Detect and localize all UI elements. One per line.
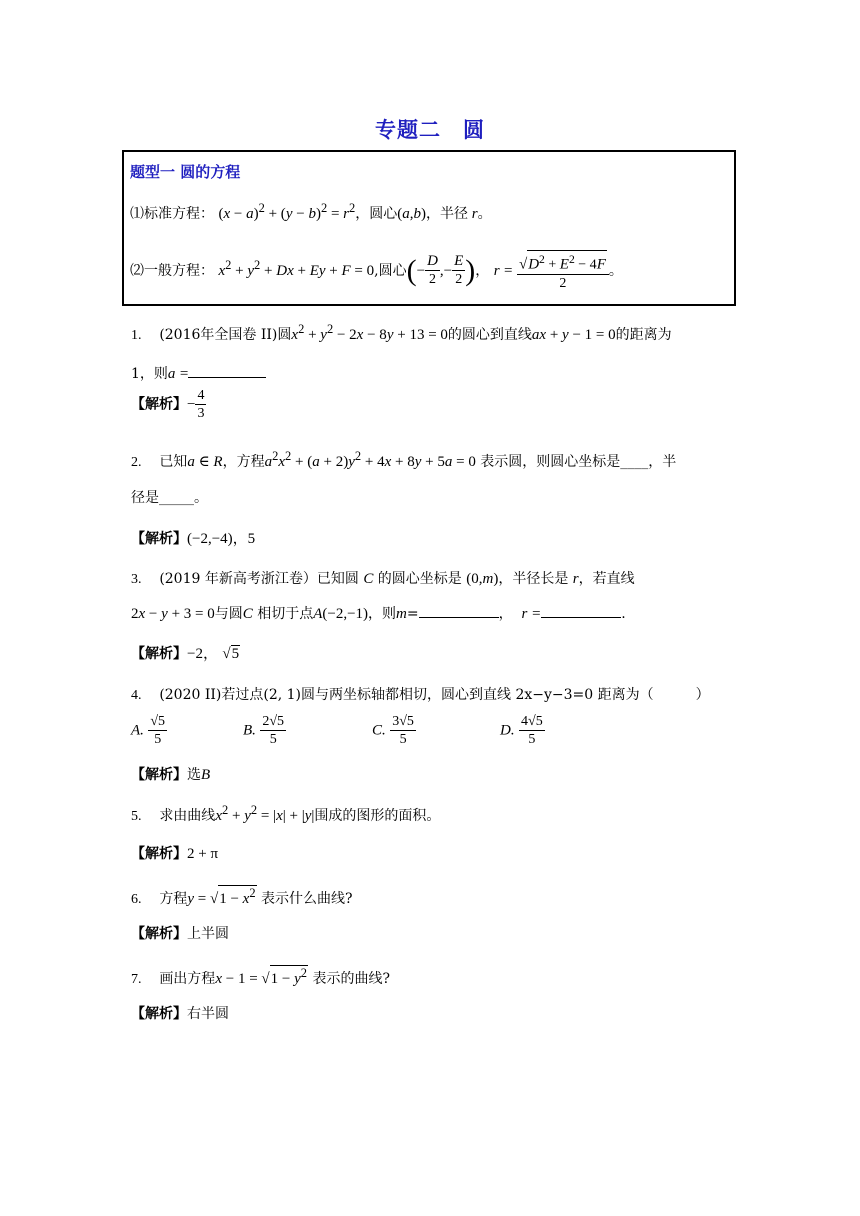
question-6: 6. 方程$y = √1 - x^2$ 表示什么曲线? (131, 886, 353, 907)
question-5: 5. 求由曲线$x^2 + y^2 = |x| + |y|$围成的图形的面积。 (131, 803, 441, 824)
page-title: 专题二 圆 (375, 118, 485, 142)
answer-1: 【解析】− $\frac{4}{3}$ (131, 388, 205, 421)
question-3-line2: 2x − y + 3 = 0与圆C 相切于点A(−2,−1)，则m= ， r = . (131, 606, 626, 622)
answer-5: 【解析】2 + π (131, 846, 219, 862)
answer-3: 【解析】−2， √5 (131, 646, 240, 662)
general-equation: ⑵一般方程： $x^2 + y^2 + Dx + Ey + F = 0$,圆心(− $\frac{D}{2}$ ,− $\frac{E}{2}$ )， r = $\frac{√D^2 + E^2 - 4F}{2}$ 。 (130, 250, 623, 292)
option-a: A. $\frac{√5}{5}$ (131, 714, 166, 747)
option-d: D. $\frac{4√5}{5}$ (500, 714, 543, 747)
answer-4: 【解析】选B (131, 767, 211, 783)
option-b: B. $\frac{2√5}{5}$ (243, 714, 285, 747)
question-2: 2. 已知a ∈ R，方程$a^2x^2 + (a + 2)y^2 + 4x + 8y + 5a = 0$ 表示圆，则圆心坐标是____，半 (131, 449, 677, 470)
answer-6: 【解析】上半圆 (131, 926, 229, 942)
question-3: 3. (2019 年新高考浙江卷）已知圆 C 的圆心坐标是 (0,m)，半径长是 r，若直线 (131, 571, 635, 587)
question-1-line2: 1，则a = (131, 363, 266, 383)
standard-equation: ⑴标准方程： $(x - a)^2 + (y - b)^2 = r^2$，圆心(a,b)，半径 r。 (130, 201, 492, 222)
answer-2: 【解析】(−2,−4)，5 (131, 531, 256, 547)
question-7: 7. 画出方程$x - 1 = √1 - y^2$ 表示的曲线? (131, 966, 390, 987)
question-2-line2: 径是_____。 (131, 490, 208, 506)
box-heading: 题型一 圆的方程 (130, 163, 241, 181)
answer-7: 【解析】右半圆 (131, 1006, 229, 1022)
question-1: 1. (2016年全国卷 II)圆$x^2 + y^2 - 2x - 8y + 13 = 0$的圆心到直线ax + y − 1 = 0的距离为 (131, 322, 672, 343)
question-4: 4. (2020 II)若过点(2, 1)圆与两坐标轴都相切，圆心到直线 2x−y−3=0 距离为（ ） (131, 687, 710, 703)
option-c: C. $\frac{3√5}{5}$ (372, 714, 414, 747)
